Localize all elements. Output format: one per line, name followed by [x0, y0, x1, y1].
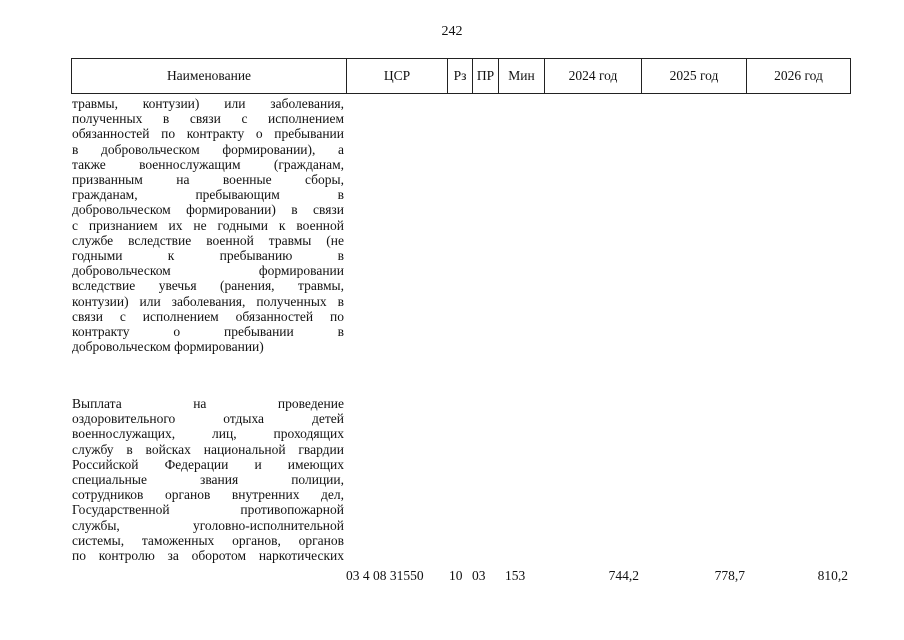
cell-min: 153	[505, 568, 526, 583]
name-line: сотрудников органов внутренних дел,	[72, 487, 344, 503]
header-rz: Рз	[453, 68, 467, 83]
name-line: службе вследствие военной травмы (не	[72, 232, 344, 248]
header-csr: ЦСР	[383, 68, 411, 83]
name-line: вследствие увечья (ранения, травмы,	[72, 278, 344, 294]
name-line: призванным на военные сборы,	[72, 172, 344, 188]
name-line: травмы, контузии) или заболевания,	[72, 96, 344, 111]
cell-csr: 03 4 08 31550	[346, 568, 424, 583]
header-name: Наименование	[166, 68, 252, 83]
name-line: Выплата на проведение	[72, 396, 344, 411]
name-line: службы, уголовно-исполнительной	[72, 517, 344, 533]
name-line: с признанием их не годными к военной	[72, 217, 344, 233]
name-line: годными к пребыванию в	[72, 248, 344, 264]
name-line: контракту о пребывании в	[72, 324, 344, 340]
name-line: службу в войсках национальной гвардии	[72, 441, 344, 457]
name-line: по контролю за оборотом наркотических	[72, 548, 344, 564]
name-line: полученных в связи с исполнением	[72, 111, 344, 127]
header-min: Мин	[508, 68, 535, 83]
cell-pr: 03	[472, 568, 486, 583]
header-pr: ПР	[476, 68, 495, 83]
name-line: в добровольческом формировании), а	[72, 141, 344, 157]
col-border	[850, 58, 851, 94]
table-row-name	[72, 396, 344, 563]
cell-rz: 10	[449, 568, 463, 583]
name-line: добровольческом формировании)	[72, 339, 264, 355]
cell-2024: 744,2	[608, 568, 639, 583]
header-2026: 2026 год	[774, 68, 823, 83]
table-row-continued-name	[72, 96, 344, 354]
name-line: Государственной противопожарной	[72, 502, 344, 518]
name-line: добровольческом формировании	[72, 263, 344, 279]
name-line: специальные звания полиции,	[72, 472, 344, 488]
name-line: обязанностей по контракту о пребывании	[72, 126, 344, 142]
page-number: 242	[441, 24, 463, 39]
header-2025: 2025 год	[669, 68, 719, 83]
name-line: системы, таможенных органов, органов	[72, 532, 344, 548]
name-line: военнослужащих, лиц, проходящих	[72, 426, 344, 442]
cell-2025: 778,7	[714, 568, 745, 583]
name-line: добровольческом формировании) в связи	[72, 202, 344, 218]
name-line: Российской Федерации и имеющих	[72, 456, 344, 472]
header-2024: 2024 год	[568, 68, 618, 83]
cell-2026: 810,2	[817, 568, 848, 583]
name-line: контузии) или заболевания, полученных в	[72, 293, 344, 309]
name-line: оздоровительного отдыха детей	[72, 411, 344, 427]
name-line: гражданам, пребывающим в	[72, 187, 344, 203]
name-line: связи с исполнением обязанностей по	[72, 308, 344, 324]
name-line: также военнослужащим (гражданам,	[72, 156, 344, 172]
